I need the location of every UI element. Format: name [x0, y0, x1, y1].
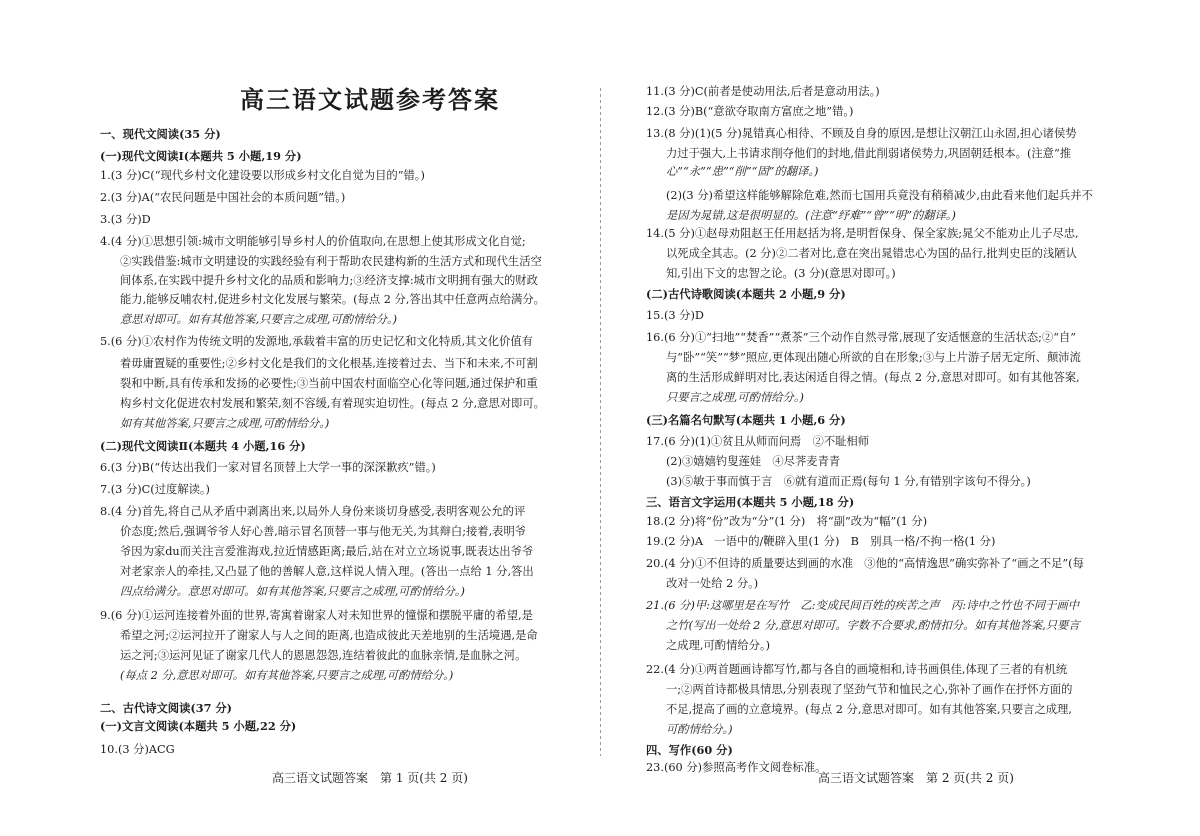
answer-line: 构乡村文化促进农村发展和繁荣,刻不容缓,有着现实迫切性。(每点 2 分,意思对即可。 [120, 397, 545, 410]
answer-line: 四点给满分。意思对即可。如有其他答案,只要言之成理,可酌情给分。) [120, 585, 465, 598]
answer-line: 心”“永”“患”“削”“固”的翻译。) [666, 165, 819, 178]
section-heading: (一)文言文阅读(本题共 5 小题,22 分) [100, 719, 297, 733]
answer-line: 19.(2 分)A 一语中的/鞭辟入里(1 分) B 别具一格/不拘一格(1 分) [646, 535, 996, 548]
section-heading: (二)现代文阅读Ⅱ(本题共 4 小题,16 分) [100, 439, 306, 453]
section-heading: (二)古代诗歌阅读(本题共 2 小题,9 分) [646, 287, 846, 301]
answer-line: 力过于强大,上书请求削夺他们的封地,借此削弱诸侯势力,巩固朝廷根本。(注意“推 [666, 147, 1072, 160]
answer-line: 12.(3 分)B(“意欲夺取南方富庶之地”错。) [646, 105, 854, 118]
page-divider [600, 88, 601, 756]
section-heading: (三)名篇名句默写(本题共 1 小题,6 分) [646, 413, 846, 427]
answer-line: 15.(3 分)D [646, 309, 704, 322]
answer-line: (每点 2 分,意思对即可。如有其他答案,只要言之成理,可酌情给分。) [120, 669, 454, 682]
answer-line: 如有其他答案,只要言之成理,可酌情给分。) [120, 417, 330, 430]
answer-line: 1.(3 分)C(“现代乡村文化建设要以形成乡村文化自觉为目的”错。) [100, 169, 425, 182]
answer-line: 能力,能够反哺农村,促进乡村文化发展与繁荣。(每点 2 分,答出其中任意两点给满分。 [120, 293, 545, 306]
answer-line: (2)③嬉嬉钓叟莲娃 ④尽荠麦青青 [666, 455, 841, 468]
answer-line: 17.(6 分)(1)①贫且从师而问焉 ②不耻相师 [646, 435, 870, 448]
answer-line: 改对一处给 2 分。) [666, 577, 759, 590]
footer-page-2: 高三语文试题答案 第 2 页(共 2 页) [818, 771, 1014, 785]
answer-line: 只要言之成理,可酌情给分。) [666, 391, 804, 404]
answer-line: 间体系,在实践中提升乡村文化的品质和影响力;③经济支撑:城市文明拥有强大的财政 [120, 274, 538, 287]
answer-line: 价态度;然后,强调爷爷人好心善,暗示冒名顶替一事与他无关,为其辩白;接着,表明爷 [120, 525, 527, 538]
section-heading: 三、语言文字运用(本题共 5 小题,18 分) [646, 495, 855, 509]
answer-line: 21.(6 分)甲:这哪里是在写竹 乙:变成民间百姓的疾苦之声 丙:诗中之竹也不同于画中 [646, 599, 1080, 612]
answer-line: 8.(4 分)首先,将自己从矛盾中剥离出来,以局外人身份来谈切身感受,表明客观公允的评 [100, 505, 526, 518]
answer-line: (2)(3 分)希望这样能够解除危难,然而七国用兵竟没有稍稍减少,由此看来他们起兵并不 [666, 189, 1093, 202]
answer-line: 对老家亲人的牵挂,又凸显了他的善解人意,这样说人情入理。(答出一点给 1 分,答出 [120, 565, 534, 578]
answer-line: 之成理,可酌情给分。) [666, 639, 771, 652]
answer-line: 离的生活形成鲜明对比,表达闲适自得之情。(每点 2 分,意思对即可。如有其他答案, [666, 371, 1080, 384]
answer-line: 6.(3 分)B(“传达出我们一家对冒名顶替上大学一事的深深歉疚”错。) [100, 461, 436, 474]
section-heading: (一)现代文阅读Ⅰ(本题共 5 小题,19 分) [100, 149, 302, 163]
answer-line: 知,引出下文的忠智之论。(3 分)(意思对即可。) [666, 267, 896, 280]
answer-line: 20.(4 分)①不但诗的质量要达到画的水准 ③他的“高情逸思”确实弥补了“画之不足”(每 [646, 557, 1084, 570]
answer-line: 2.(3 分)A(“农民问题是中国社会的本质问题”错。) [100, 191, 346, 204]
answer-line: 与“卧”“笑”“梦”照应,更体现出随心所欲的自在形象;③与上片游子居无定所、颠沛流 [666, 351, 1081, 364]
answer-line: 13.(8 分)(1)(5 分)晁错真心相待、不顾及自身的原因,是想让汉朝江山永固,担心诸侯势 [646, 127, 1077, 140]
answer-line: 一;②两首诗都极具情思,分别表现了坚劲气节和恤民之心,弥补了画作在抒怀方面的 [666, 683, 1073, 696]
answer-line: ②实践借鉴:城市文明建设的实践经验有利于帮助农民建构新的生活方式和现代生活空 [120, 255, 542, 268]
answer-line: (3)⑤敏于事而慎于言 ⑥就有道而正焉(每句 1 分,有错别字该句不得分。) [666, 475, 1031, 488]
answer-line: 23.(60 分)参照高考作文阅卷标准。 [646, 761, 827, 774]
answer-line: 7.(3 分)C(过度解读。) [100, 483, 210, 496]
section-heading: 二、古代诗文阅读(37 分) [100, 701, 233, 715]
answer-line: 5.(6 分)①农村作为传统文明的发源地,承载着丰富的历史记忆和文化特质,其文化价值有 [100, 335, 533, 348]
answer-line: 18.(2 分)将“份”改为“分”(1 分) 将“副”改为“幅”(1 分) [646, 515, 928, 528]
page-title: 高三语文试题参考答案 [240, 85, 500, 114]
answer-line: 是因为晁错,这是很明显的。(注意“纾难”“曾”“明”的翻译。) [666, 209, 956, 222]
answer-line: 之竹(写出一处给 2 分,意思对即可。字数不合要求,酌情扣分。如有其他答案,只要言 [666, 619, 1080, 632]
answer-line: 14.(5 分)①赵母劝阻赵王任用赵括为将,是明哲保身、保全家族;晁父不能劝止儿子尽忠, [646, 227, 1079, 240]
answer-line: 22.(4 分)①两首题画诗都写竹,都与各自的画境相和,诗书画俱佳,体现了三者的有机统 [646, 663, 1068, 676]
answer-line: 裂和中断,具有传承和发扬的必要性;③当前中国农村面临空心化等问题,通过保护和重 [120, 377, 538, 390]
footer-page-1: 高三语文试题答案 第 1 页(共 2 页) [272, 771, 468, 785]
answer-line: 可酌情给分。) [666, 723, 733, 736]
answer-line: 希望之河;②运河拉开了谢家人与人之间的距离,也造成彼此天差地别的生活境遇,是命 [120, 629, 538, 642]
answer-line: 9.(6 分)①运河连接着外面的世界,寄寓着谢家人对未知世界的憧憬和摆脱平庸的希望,是 [100, 609, 533, 622]
answer-line: 以死成全其志。(2 分)②二者对比,意在突出晁错忠心为国的品行,批判史臣的浅陋认 [666, 247, 1077, 260]
answer-line: 意思对即可。如有其他答案,只要言之成理,可酌情给分。) [120, 313, 398, 326]
answer-line: 爷因为家du而关注言爱淮海戏,拉近情感距离;最后,站在对立立场说事,既表达出爷爷 [120, 545, 534, 558]
answer-line: 16.(6 分)①“扫地”“焚香”“煮茶”三个动作自然寻常,展现了安适惬意的生活状态;②“自” [646, 331, 1077, 344]
answer-line: 4.(4 分)①思想引领:城市文明能够引导乡村人的价值取向,在思想上使其形成文化自觉; [100, 235, 526, 248]
answer-line: 3.(3 分)D [100, 213, 151, 226]
section-heading: 四、写作(60 分) [646, 743, 733, 757]
answer-line: 运之河;③运河见证了谢家几代人的恩恩怨怨,连结着彼此的血脉亲情,是血脉之河。 [120, 649, 527, 662]
answer-line: 10.(3 分)ACG [100, 743, 175, 756]
answer-line: 不足,提高了画的立意境界。(每点 2 分,意思对即可。如有其他答案,只要言之成理, [666, 703, 1072, 716]
answer-line: 着毋庸置疑的重要性;②乡村文化是我们的文化根基,连接着过去、当下和未来,不可割 [120, 357, 538, 370]
section-heading: 一、现代文阅读(35 分) [100, 127, 221, 141]
answer-line: 11.(3 分)C(前者是使动用法,后者是意动用法。) [646, 85, 880, 98]
